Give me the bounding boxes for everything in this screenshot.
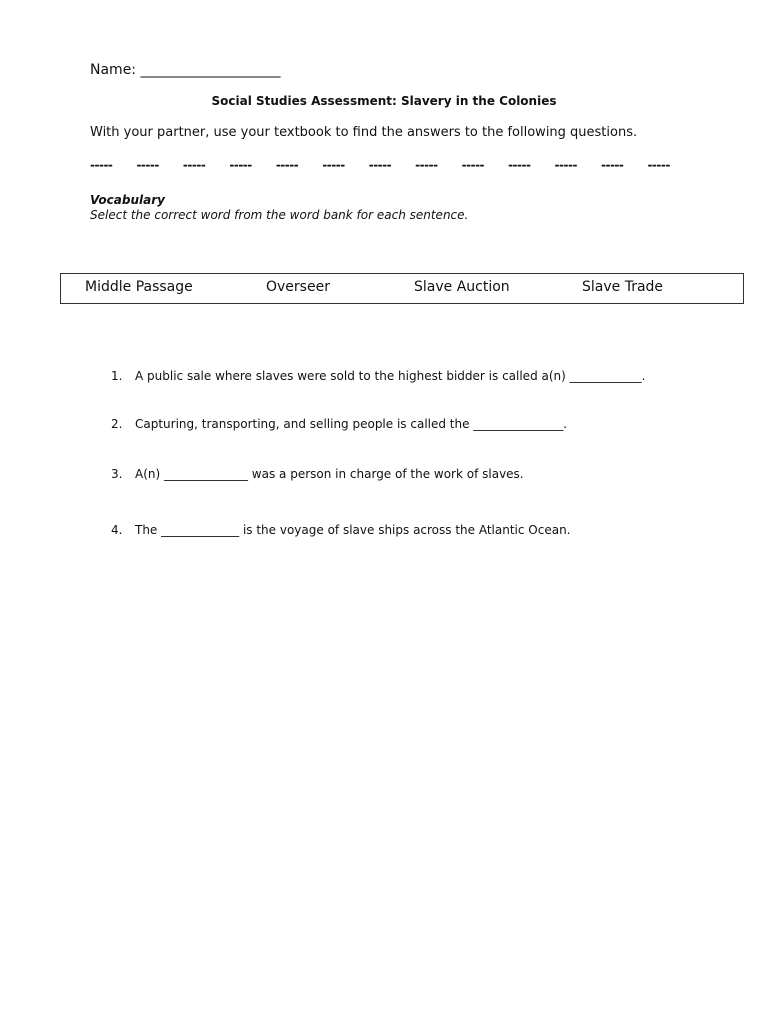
question-text: A(n) ______________ was a person in charge of the work of slaves.	[135, 467, 524, 481]
question-item	[111, 467, 524, 481]
dash-separator: -----	[368, 158, 392, 172]
dash-separator: -----	[600, 158, 624, 172]
name-field-line: Name: ____________________	[90, 62, 281, 78]
question-number: 1.	[111, 369, 123, 383]
question-item	[111, 523, 571, 537]
dash-separator: -----	[136, 158, 159, 172]
dash-separator: -----	[275, 158, 299, 172]
dash-separator: -----	[461, 158, 485, 172]
word-bank-term: Overseer	[266, 279, 330, 295]
question-number: 2.	[111, 417, 123, 431]
dash-separator: -----	[182, 158, 206, 172]
word-bank-box	[60, 273, 744, 304]
dash-separator: -----	[90, 158, 113, 172]
dash-separator: -----	[415, 158, 438, 172]
word-bank-term: Slave Trade	[582, 279, 664, 295]
dash-separator: -----	[554, 158, 577, 172]
vocabulary-instruction: Select the correct word from the word bank for each sentence.	[90, 208, 469, 222]
dash-separator: -----	[647, 158, 670, 172]
question-item	[111, 369, 645, 383]
question-text: The _____________ is the voyage of slave ships across the Atlantic Ocean.	[135, 523, 571, 537]
vocabulary-heading: Vocabulary	[90, 193, 165, 207]
dash-separator: -----	[508, 158, 531, 172]
dash-separator: -----	[229, 158, 252, 172]
question-number: 4.	[111, 523, 123, 537]
worksheet-title: Social Studies Assessment: Slavery in the Colonies	[211, 94, 557, 108]
question-text: A public sale where slaves were sold to the highest bidder is called a(n) ____________.	[135, 369, 646, 383]
instructions-text: With your partner, use your textbook to find the answers to the following questions.	[90, 125, 638, 140]
dash-separator-row	[90, 158, 670, 172]
question-number: 3.	[111, 467, 123, 481]
question-item	[111, 417, 567, 431]
dash-separator: -----	[322, 158, 345, 172]
word-bank-term: Middle Passage	[85, 279, 193, 295]
word-bank-term: Slave Auction	[414, 279, 510, 295]
question-text: Capturing, transporting, and selling people is called the _______________.	[135, 417, 568, 431]
